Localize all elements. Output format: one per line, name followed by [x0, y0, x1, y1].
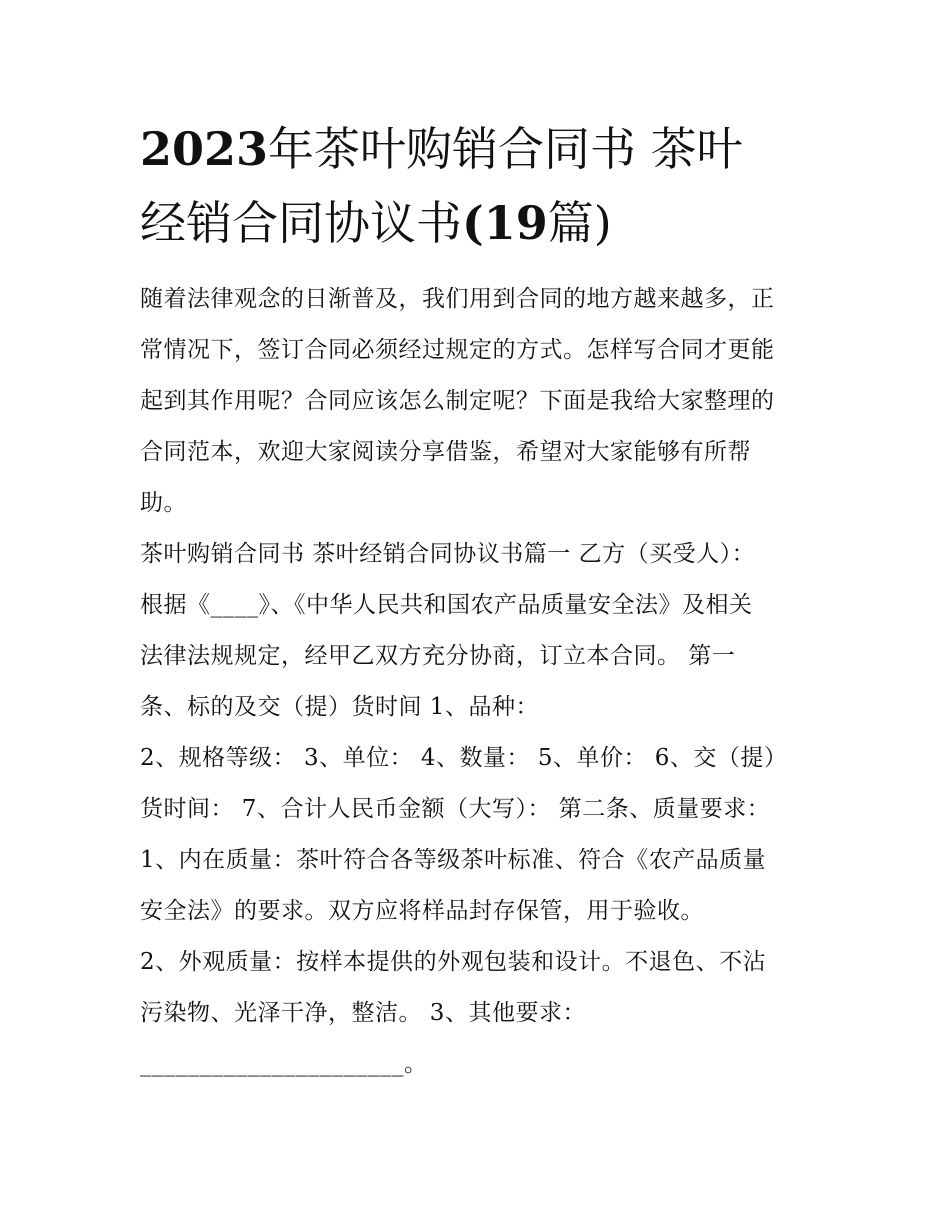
title-line-2-text: 经销合同协议书 [140, 196, 462, 250]
body-line: 货时间： 7、合计人民币金额（大写）： 第二条、质量要求： [140, 796, 771, 822]
body-line: 条、标的及交（提）货时间 1、品种： [140, 694, 539, 720]
title-line-1-text: 年茶叶购销合同书 茶叶 [268, 122, 743, 176]
body-line: 茶叶购销合同书 茶叶经销合同协议书篇一 乙方（买受人）： [140, 541, 756, 567]
body-line: 根据《____》、《中华人民共和国农产品质量安全法》及相关 [140, 592, 753, 618]
document-page [140, 112, 820, 1090]
title-year: 2023 [140, 122, 269, 176]
intro-line: 助。 [140, 490, 187, 516]
intro-line: 常情况下，签订合同必须经过规定的方式。怎样写合同才更能 [140, 337, 775, 363]
title-line-1 [140, 112, 820, 186]
body-line: 安全法》的要求。双方应将样品封存保管，用于验收。 [140, 898, 704, 924]
body-line: 法律法规规定，经甲乙双方充分协商，订立本合同。 第一 [140, 643, 736, 669]
intro-line: 起到其作用呢？合同应该怎么制定呢？下面是我给大家整理的 [140, 388, 775, 414]
title-count: (19 [462, 196, 548, 250]
body-line: 污染物、光泽干净，整洁。 3、其他要求： [140, 1000, 586, 1026]
body-line: 2、外观质量：按样本提供的外观包装和设计。不退色、不沾 [140, 949, 767, 975]
body-line: ______________________。 [140, 1051, 428, 1077]
contract-body [140, 529, 820, 1090]
intro-line: 随着法律观念的日渐普及，我们用到合同的地方越来越多，正 [140, 286, 775, 312]
body-line: 2、规格等级： 3、单位： 4、数量： 5、单价： 6、交（提） [140, 745, 788, 771]
document-title [140, 112, 820, 260]
body-line: 1、内在质量：茶叶符合各等级茶叶标准、符合《农产品质量 [140, 847, 767, 873]
intro-line: 合同范本，欢迎大家阅读分享借鉴，希望对大家能够有所帮 [140, 439, 751, 465]
title-line-2-end: 篇) [547, 196, 612, 250]
title-line-2 [140, 186, 820, 260]
intro-paragraph [140, 274, 820, 529]
